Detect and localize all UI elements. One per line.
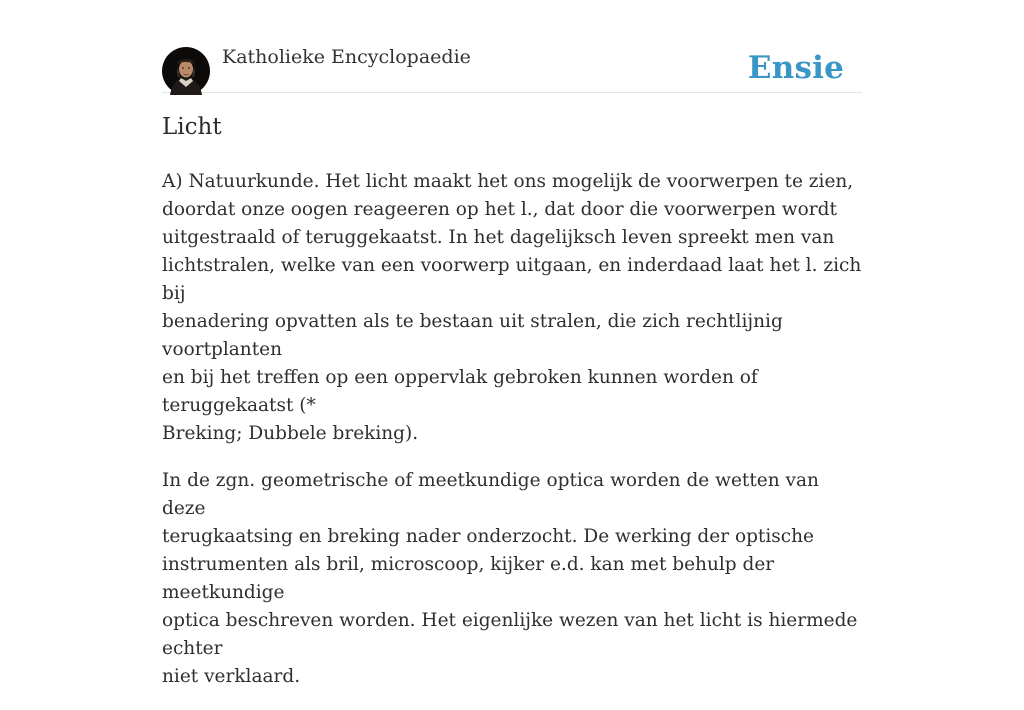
portrait-avatar-icon[interactable] bbox=[162, 47, 210, 95]
article-paragraph: In de zgn. geometrische of meetkundige optica worden de wetten van deze terugkaatsing en breking nader onderzocht. De werking der optische instrumenten als bril, microscoop, kijker e.d. kan met behulp der meetkundige optica beschreven worden. Het eigenlijke wezen van het licht is hiermede echter niet verklaard. bbox=[162, 470, 858, 687]
article-title: Licht bbox=[162, 114, 222, 140]
brand-logo[interactable]: Ensie bbox=[747, 50, 844, 86]
portrait-image bbox=[162, 47, 210, 95]
article-body bbox=[162, 168, 862, 710]
source-name[interactable]: Katholieke Encyclopaedie bbox=[222, 46, 471, 68]
page-header bbox=[162, 44, 862, 93]
article-paragraph: A) Natuurkunde. Het licht maakt het ons mogelijk de voorwerpen te zien, doordat onze oogen reageeren op het l., dat door die voorwerpen wordt uitgestraald of teruggekaatst. In het dagelijksch leven spreekt men van lichtstralen, welke van een voorwerp uitgaan, en inderdaad laat het l. zich bij benadering opvatten als te bestaan uit stralen, die zich rechtlijnig voortplanten en bij het treffen op een oppervlak gebroken kunnen worden of teruggekaatst (* Breking; Dubbele breking). bbox=[162, 171, 862, 444]
